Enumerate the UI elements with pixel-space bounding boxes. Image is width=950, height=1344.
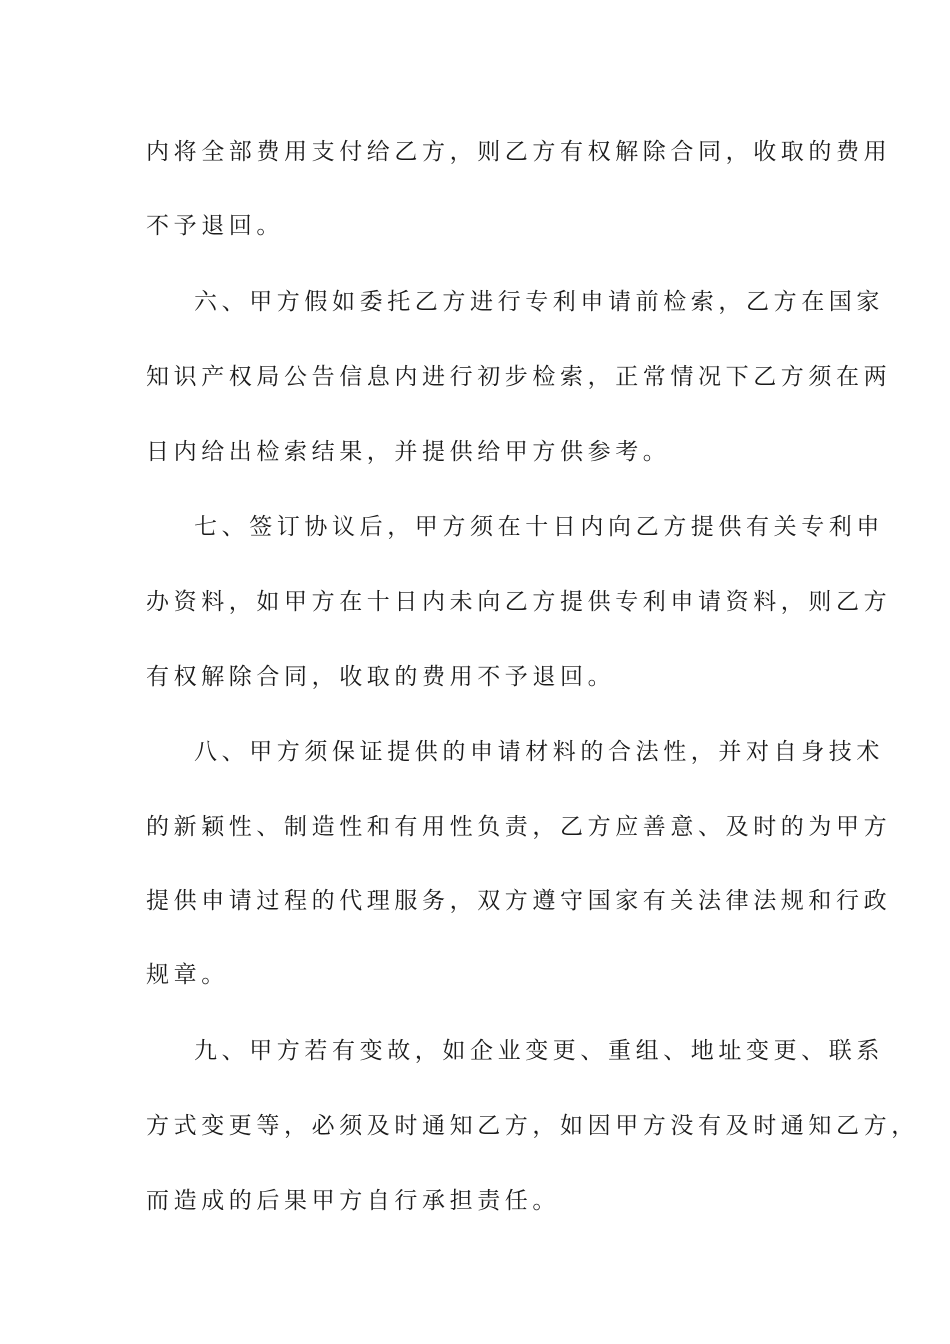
- text-line: 提供申请过程的代理服务，双方遵守国家有关法律法规和行政: [146, 888, 892, 914]
- text-line: 知识产权局公告信息内进行初步检索，正常情况下乙方须在两: [146, 364, 892, 390]
- text-line: 日内给出检索结果，并提供给甲方供参考。: [146, 439, 671, 465]
- text-line: 的新颖性、制造性和有用性负责，乙方应善意、及时的为甲方: [146, 814, 892, 840]
- paragraph-nine-first-line: 九、甲方若有变故，如企业变更、重组、地址变更、联系: [194, 1038, 884, 1064]
- paragraph-seven-first-line: 七、签订协议后，甲方须在十日内向乙方提供有关专利申: [194, 514, 884, 540]
- paragraph-six-first-line: 六、甲方假如委托乙方进行专利申请前检索，乙方在国家: [194, 289, 884, 315]
- text-line: 内将全部费用支付给乙方，则乙方有权解除合同，收取的费用: [146, 139, 892, 165]
- text-line: 办资料，如甲方在十日内未向乙方提供专利申请资料，则乙方: [146, 589, 892, 615]
- text-line: 有权解除合同，收取的费用不予退回。: [146, 664, 616, 690]
- text-line: 规章。: [146, 962, 229, 988]
- text-line: 而造成的后果甲方自行承担责任。: [146, 1188, 560, 1214]
- text-line: 方式变更等，必须及时通知乙方，如因甲方没有及时通知乙方，: [146, 1113, 919, 1139]
- paragraph-eight-first-line: 八、甲方须保证提供的申请材料的合法性，并对自身技术: [194, 739, 884, 765]
- text-line: 不予退回。: [146, 213, 284, 239]
